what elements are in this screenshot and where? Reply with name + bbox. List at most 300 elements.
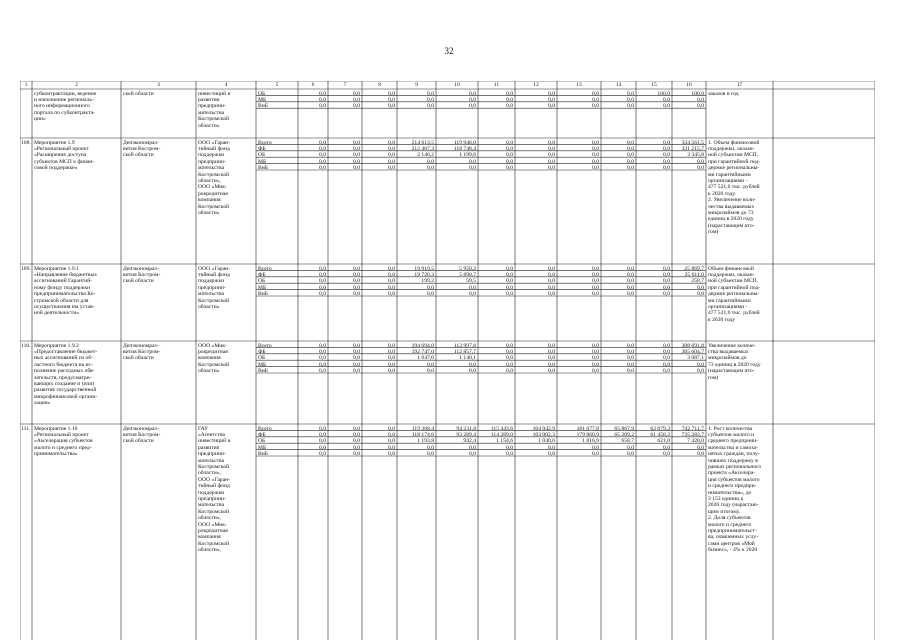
value-cell: 0,0 — [388, 96, 395, 103]
value-cell: 0,0 — [548, 139, 555, 146]
value-cell: 0,0 — [663, 451, 670, 458]
row-0-name: ного информационного — [34, 103, 90, 110]
value-cell: 0,0 — [592, 284, 599, 291]
value-cell: 0,0 — [319, 158, 326, 165]
row-4-result: проекта «Акселера- — [708, 470, 756, 477]
row-1-partner: области» — [198, 209, 220, 216]
value-cell: 0,0 — [388, 158, 395, 165]
value-cell: 2 146,2 — [417, 152, 434, 159]
row-2-executor: ской области — [123, 278, 154, 285]
row-4-partner: тийный фонд — [198, 483, 230, 490]
row-3-partner: Костромской — [198, 361, 230, 368]
header-col-1: 1 — [24, 82, 28, 88]
row-1-result: 1. Объем финансовой — [708, 139, 760, 146]
value-cell: 118 174,6 — [411, 431, 434, 438]
value-cell: 0,0 — [697, 158, 704, 165]
value-cell: 181 677,8 — [576, 425, 599, 432]
value-cell: 0,0 — [388, 355, 395, 362]
value-cell: 0,0 — [427, 103, 434, 110]
value-cell: 0,0 — [506, 451, 513, 458]
value-cell: 1 154,6 — [496, 438, 513, 445]
value-cell: 0,0 — [469, 96, 476, 103]
row-1-name: Мероприятие 1.9 — [34, 139, 75, 146]
row-number: 111. — [21, 425, 31, 432]
row-3-funds: МБ — [258, 361, 267, 368]
row-4-partner: области», — [198, 470, 221, 477]
row-1-partner: поддержки — [198, 152, 225, 159]
value-cell: 0,0 — [592, 368, 599, 375]
row-4-result: нятых граждан, полу- — [708, 451, 760, 458]
value-cell: 0,0 — [319, 278, 326, 285]
row-2-executor: вития Костром- — [123, 271, 161, 278]
value-cell: 0,0 — [592, 152, 599, 159]
value-cell: 0,0 — [353, 90, 360, 97]
value-cell: 735 283,7 — [681, 431, 704, 438]
value-cell: 0,0 — [506, 265, 513, 272]
value-cell: 19 919,5 — [414, 265, 434, 272]
value-cell: 0,0 — [592, 158, 599, 165]
value-cell: 0,0 — [697, 96, 704, 103]
row-3-name: ных ассигнований из об- — [34, 355, 94, 362]
row-1-partner: области», — [198, 177, 221, 184]
value-cell: 0,0 — [548, 348, 555, 355]
row-2-result: организациями - — [708, 303, 748, 310]
row-0-partner: развития — [198, 96, 220, 103]
value-cell: 742 711,7 — [681, 425, 704, 432]
row-1-executor: ской области — [123, 152, 154, 159]
row-1-funds: ВнБ — [258, 165, 268, 172]
value-cell: 0,0 — [592, 265, 599, 272]
value-cell: 0,0 — [663, 145, 670, 152]
value-cell: 0,0 — [627, 444, 634, 451]
header-col-11: 11 — [493, 82, 500, 88]
value-cell: 0,0 — [697, 444, 704, 451]
value-cell: 1 816,9 — [582, 438, 599, 445]
row-4-funds: ОБ — [258, 438, 266, 445]
value-cell: 0,0 — [388, 139, 395, 146]
value-cell: 0,0 — [592, 145, 599, 152]
row-1-result: чества выдаваемых — [708, 203, 755, 210]
row-1-result: держке региональны- — [708, 165, 760, 172]
value-cell: 258,7 — [691, 278, 704, 285]
value-cell: 0,0 — [319, 152, 326, 159]
row-1-result: при гарантийной под- — [708, 158, 761, 165]
value-cell: 0,0 — [627, 265, 634, 272]
row-1-result: (нарастающим ито- — [708, 222, 755, 229]
value-cell: 0,0 — [319, 368, 326, 375]
value-cell: 0,0 — [627, 145, 634, 152]
value-cell: 0,0 — [319, 271, 326, 278]
row-0-funds: МБ — [258, 96, 267, 103]
value-cell: 119 368,4 — [411, 425, 434, 432]
row-1-result: поддержки, оказан- — [708, 145, 755, 152]
value-cell: 0,0 — [663, 368, 670, 375]
value-cell: 194 694,0 — [411, 342, 434, 349]
value-cell: 0,0 — [627, 139, 634, 146]
row-4-result: мательства и самоза- — [708, 444, 758, 451]
value-cell: 0,0 — [388, 368, 395, 375]
row-1-name: субъектов МСП к финан- — [34, 158, 95, 165]
value-cell: 0,0 — [319, 96, 326, 103]
value-cell: 0,0 — [627, 103, 634, 110]
value-cell: 0,0 — [506, 96, 513, 103]
value-cell: 305 604,7 — [681, 348, 704, 355]
row-3-name: Мероприятие 1.9.2 — [34, 342, 79, 349]
row-2-funds: ФБ — [258, 271, 266, 278]
row-0-partner: мательства — [198, 109, 225, 116]
row-3-name: полнение расходных обя- — [34, 368, 95, 375]
row-2-result: к 2020 году — [708, 316, 736, 323]
row-0-partner: области» — [198, 122, 220, 129]
value-cell: 0,0 — [506, 291, 513, 298]
value-cell: 0,0 — [663, 139, 670, 146]
value-cell: 0,0 — [353, 431, 360, 438]
row-1-name: «Расширение доступа — [34, 152, 87, 159]
row-4-result: 2020 году (нарастаю- — [708, 502, 759, 509]
value-cell: 62 079,3 — [650, 425, 670, 432]
row-1-partner: ООО «Мик- — [198, 184, 227, 191]
value-cell: 0,0 — [506, 90, 513, 97]
row-number: 108. — [21, 139, 31, 146]
row-1-name: совой поддержке» — [34, 165, 78, 172]
row-4-result: чивших поддержку в — [708, 457, 758, 464]
value-cell: 0,0 — [353, 103, 360, 110]
value-cell: 0,0 — [663, 284, 670, 291]
value-cell: 0,0 — [427, 444, 434, 451]
row-3-partner: компания — [198, 355, 221, 362]
row-4-name: Мероприятие 1.10 — [34, 425, 78, 432]
value-cell: 0,0 — [548, 90, 555, 97]
row-0-funds: ОБ — [258, 90, 266, 97]
row-3-partner: рокредитная — [198, 348, 228, 355]
row-4-name: «Региональный проект — [34, 431, 89, 438]
value-cell: 100,0 — [657, 90, 670, 97]
row-4-partner: инвестиций и — [198, 438, 231, 445]
value-cell: 0,0 — [663, 355, 670, 362]
value-cell: 0,0 — [627, 271, 634, 278]
value-cell: 0,0 — [506, 361, 513, 368]
value-cell: 0,0 — [663, 165, 670, 172]
value-cell: 0,0 — [627, 348, 634, 355]
value-cell: 0,0 — [319, 165, 326, 172]
value-cell: 0,0 — [627, 152, 634, 159]
row-3-funds: ФБ — [258, 348, 266, 355]
header-col-13: 13 — [576, 82, 582, 88]
row-1-partner: компания — [198, 197, 221, 204]
value-cell: 1 140,1 — [459, 355, 476, 362]
row-4-funds: МБ — [258, 444, 267, 451]
value-cell: 212 467,3 — [411, 145, 434, 152]
value-cell: 0,0 — [627, 284, 634, 291]
value-cell: 0,0 — [319, 451, 326, 458]
row-0-name: и наполнение региональ- — [34, 96, 94, 103]
value-cell: 0,0 — [319, 438, 326, 445]
value-cell: 0,0 — [506, 271, 513, 278]
value-cell: 61 458,3 — [650, 431, 670, 438]
header-col-12: 12 — [533, 82, 539, 88]
row-3-partner: области» — [198, 368, 220, 375]
value-cell: 0,0 — [592, 271, 599, 278]
value-cell: 0,0 — [592, 451, 599, 458]
value-cell: 0,0 — [592, 96, 599, 103]
value-cell: 0,0 — [319, 431, 326, 438]
value-cell: 113 997,8 — [453, 342, 476, 349]
row-4-result: ция субъектов малого — [708, 476, 760, 483]
value-cell: 0,0 — [319, 145, 326, 152]
value-cell: 0,0 — [388, 165, 395, 172]
value-cell: 7 428,0 — [687, 438, 704, 445]
row-3-funds: Всего — [258, 342, 272, 349]
value-cell: 0,0 — [592, 355, 599, 362]
value-cell: 119 948,0 — [453, 139, 476, 146]
value-cell: 25 869,7 — [684, 265, 704, 272]
row-4-result: ва, охваченных услу- — [708, 534, 759, 541]
row-0-name: портала по субконтракта- — [34, 109, 95, 116]
row-1-result: гом) — [708, 229, 719, 236]
row-3-result: гом) — [708, 374, 719, 381]
value-cell: 0,0 — [319, 361, 326, 368]
value-cell: 93 289,4 — [456, 431, 476, 438]
row-2-partner: предприни- — [198, 284, 226, 291]
row-4-partner: рокредитная — [198, 527, 228, 534]
row-4-result: субъектов малого и — [708, 431, 755, 438]
value-cell: 0,0 — [663, 103, 670, 110]
row-4-funds: Всего — [258, 425, 272, 432]
value-cell: 0,0 — [353, 139, 360, 146]
row-0-funds: ВнБ — [258, 103, 268, 110]
value-cell: 0,0 — [663, 291, 670, 298]
row-3-result: Увеличение количе- — [708, 342, 756, 349]
value-cell: 0,0 — [663, 271, 670, 278]
value-cell: 0,0 — [592, 361, 599, 368]
value-cell: 0,0 — [627, 158, 634, 165]
value-cell: 0,0 — [506, 342, 513, 349]
header-col-8: 8 — [378, 82, 381, 88]
row-4-executor: вития Костром- — [123, 431, 161, 438]
row-4-partner: поддержки — [198, 489, 225, 496]
row-2-partner: поддержки — [198, 278, 225, 285]
value-cell: 0,0 — [506, 368, 513, 375]
value-cell: 0,0 — [469, 158, 476, 165]
row-4-partner: предприни- — [198, 451, 226, 458]
row-1-partner: рокредитная — [198, 190, 228, 197]
row-4-executor: Депэкономраз- — [123, 425, 159, 432]
value-cell: 0,0 — [319, 425, 326, 432]
value-cell: 0,0 — [353, 361, 360, 368]
row-3-result: (нарастающим ито- — [708, 368, 755, 375]
row-4-partner: ООО «Мик- — [198, 521, 227, 528]
value-cell: 0,0 — [663, 361, 670, 368]
row-2-executor: Депэкономраз- — [123, 265, 159, 272]
value-cell: 0,0 — [388, 291, 395, 298]
value-cell: 0,0 — [319, 342, 326, 349]
row-4-name: малого и среднего пред- — [34, 444, 92, 451]
row-4-partner: мательства — [198, 457, 225, 464]
value-cell: 0,0 — [388, 431, 395, 438]
value-cell: 0,0 — [627, 165, 634, 172]
value-cell: 0,0 — [697, 103, 704, 110]
value-cell: 0,0 — [627, 368, 634, 375]
value-cell: 25 611,0 — [684, 271, 704, 278]
value-cell: 0,0 — [592, 444, 599, 451]
row-4-name: «Акселерация субъектов — [34, 438, 93, 445]
value-cell: 0,0 — [548, 444, 555, 451]
value-cell: 103 002,3 — [532, 431, 555, 438]
value-cell: 0,0 — [469, 451, 476, 458]
value-cell: 0,0 — [319, 103, 326, 110]
value-cell: 0,0 — [353, 284, 360, 291]
row-4-result: 1. Рост количества — [708, 425, 753, 432]
row-4-result: предпринимательст- — [708, 527, 757, 534]
value-cell: 0,0 — [427, 165, 434, 172]
value-cell: 3 087,1 — [687, 355, 704, 362]
value-cell: 214 613,5 — [411, 139, 434, 146]
row-4-executor: ской области — [123, 438, 154, 445]
row-3-name: вающих создание и (или) — [34, 380, 95, 387]
value-cell: 0,0 — [353, 145, 360, 152]
value-cell: 308 691,8 — [681, 342, 704, 349]
row-2-result: 477 521,0 тыс. рублей — [708, 310, 760, 317]
value-cell: 0,0 — [469, 368, 476, 375]
value-cell: 0,0 — [506, 145, 513, 152]
value-cell: 0,0 — [663, 152, 670, 159]
value-cell: 0,0 — [388, 284, 395, 291]
value-cell: 0,0 — [548, 152, 555, 159]
row-1-name: «Региональный проект — [34, 145, 89, 152]
value-cell: 0,0 — [548, 165, 555, 172]
value-cell: 0,0 — [353, 278, 360, 285]
row-1-result: ми гарантийными — [708, 171, 751, 178]
row-number: 109. — [21, 265, 31, 272]
value-cell: 0,0 — [469, 284, 476, 291]
row-0-name: ции» — [34, 116, 46, 123]
value-cell: 0,0 — [697, 368, 704, 375]
value-cell: 0,0 — [427, 90, 434, 97]
value-cell: 115 443,6 — [490, 425, 513, 432]
value-cell: 0,0 — [353, 425, 360, 432]
value-cell: 0,0 — [388, 278, 395, 285]
value-cell: 0,0 — [663, 444, 670, 451]
value-cell: 0,0 — [353, 342, 360, 349]
row-4-result: и среднего предпри- — [708, 483, 757, 490]
value-cell: 0,0 — [469, 103, 476, 110]
value-cell: 1 193,8 — [417, 438, 434, 445]
value-cell: 0,0 — [548, 145, 555, 152]
value-cell: 0,0 — [506, 158, 513, 165]
header-col-2: 2 — [75, 82, 78, 88]
value-cell: 0,0 — [627, 291, 634, 298]
value-cell: 0,0 — [506, 444, 513, 451]
row-2-name: ассигнований Гарантий- — [34, 278, 93, 285]
row-3-executor: ской области — [123, 355, 154, 362]
value-cell: 5 950,2 — [459, 265, 476, 272]
row-2-name: ной деятельности» — [34, 310, 80, 317]
value-cell: 0,0 — [469, 444, 476, 451]
value-cell: 0,0 — [427, 158, 434, 165]
value-cell: 0,0 — [697, 165, 704, 172]
value-cell: 0,0 — [627, 361, 634, 368]
value-cell: 0,0 — [469, 291, 476, 298]
value-cell: 0,0 — [506, 348, 513, 355]
value-cell: 0,0 — [548, 96, 555, 103]
value-cell: 0,0 — [469, 165, 476, 172]
row-4-result: щим итогом). — [708, 508, 741, 515]
row-1-funds: ОБ — [258, 152, 266, 159]
value-cell: 0,0 — [388, 425, 395, 432]
row-1-result: организациями - — [708, 177, 748, 184]
value-cell: 621,0 — [657, 438, 670, 445]
row-2-funds: МБ — [258, 284, 267, 291]
row-3-name: развитие государственной — [34, 387, 97, 394]
row-4-partner: ГАУ — [198, 425, 209, 432]
row-3-executor: Депэкономраз- — [123, 342, 159, 349]
value-cell: 192 747,0 — [411, 348, 434, 355]
row-0-name: субконтрактации, ведение — [34, 90, 97, 97]
row-3-name: зательств, предусматри- — [34, 374, 92, 381]
header-col-6: 6 — [311, 82, 315, 88]
value-cell: 100,0 — [691, 90, 704, 97]
row-3-name: «Предоставление бюджет- — [34, 348, 98, 355]
row-4-funds: ФБ — [258, 431, 266, 438]
header-col-9: 9 — [415, 82, 418, 88]
row-3-funds: ОБ — [258, 355, 266, 362]
value-cell: 0,0 — [353, 158, 360, 165]
row-1-result: 477 521,0 тыс. рублей — [708, 184, 760, 191]
value-cell: 0,0 — [627, 90, 634, 97]
row-4-name: принимательства» — [34, 451, 78, 458]
value-cell: 0,0 — [319, 348, 326, 355]
value-cell: 0,0 — [548, 355, 555, 362]
row-4-partner: «Агентство — [198, 431, 226, 438]
value-cell: 0,0 — [548, 368, 555, 375]
value-cell: 0,0 — [427, 368, 434, 375]
value-cell: 94 231,8 — [456, 425, 476, 432]
value-cell: 0,0 — [319, 265, 326, 272]
value-cell: 0,0 — [388, 444, 395, 451]
row-3-name: зации» — [34, 400, 51, 407]
value-cell: 0,0 — [388, 265, 395, 272]
value-cell: 0,0 — [319, 139, 326, 146]
value-cell: 0,0 — [548, 291, 555, 298]
value-cell: 0,0 — [592, 348, 599, 355]
value-cell: 1 947,0 — [417, 355, 434, 362]
value-cell: 0,0 — [388, 361, 395, 368]
value-cell: 658,7 — [621, 438, 634, 445]
row-1-funds: ФБ — [258, 145, 266, 152]
row-3-result: микрозаймов до — [708, 355, 747, 362]
row-number: 110. — [21, 342, 31, 349]
value-cell: 0,0 — [353, 265, 360, 272]
row-1-executor: Депэкономраз- — [123, 139, 159, 146]
value-cell: 0,0 — [592, 165, 599, 172]
row-4-partner: Костромской — [198, 463, 230, 470]
value-cell: 199,2 — [421, 278, 434, 285]
header-col-17: 17 — [736, 82, 743, 88]
value-cell: 0,0 — [592, 90, 599, 97]
value-cell: 0,0 — [627, 355, 634, 362]
value-cell: 0,0 — [592, 278, 599, 285]
value-cell: 0,0 — [506, 152, 513, 159]
value-cell: 0,0 — [388, 348, 395, 355]
value-cell: 1 040,6 — [538, 438, 555, 445]
value-cell: 0,0 — [592, 291, 599, 298]
row-2-name: Мероприятие 1.9.1 — [34, 265, 79, 272]
value-cell: 0,0 — [697, 291, 704, 298]
value-cell: 0,0 — [353, 355, 360, 362]
row-2-funds: ВнБ — [258, 291, 268, 298]
value-cell: 0,0 — [697, 451, 704, 458]
value-cell: 1 199,6 — [459, 152, 476, 159]
